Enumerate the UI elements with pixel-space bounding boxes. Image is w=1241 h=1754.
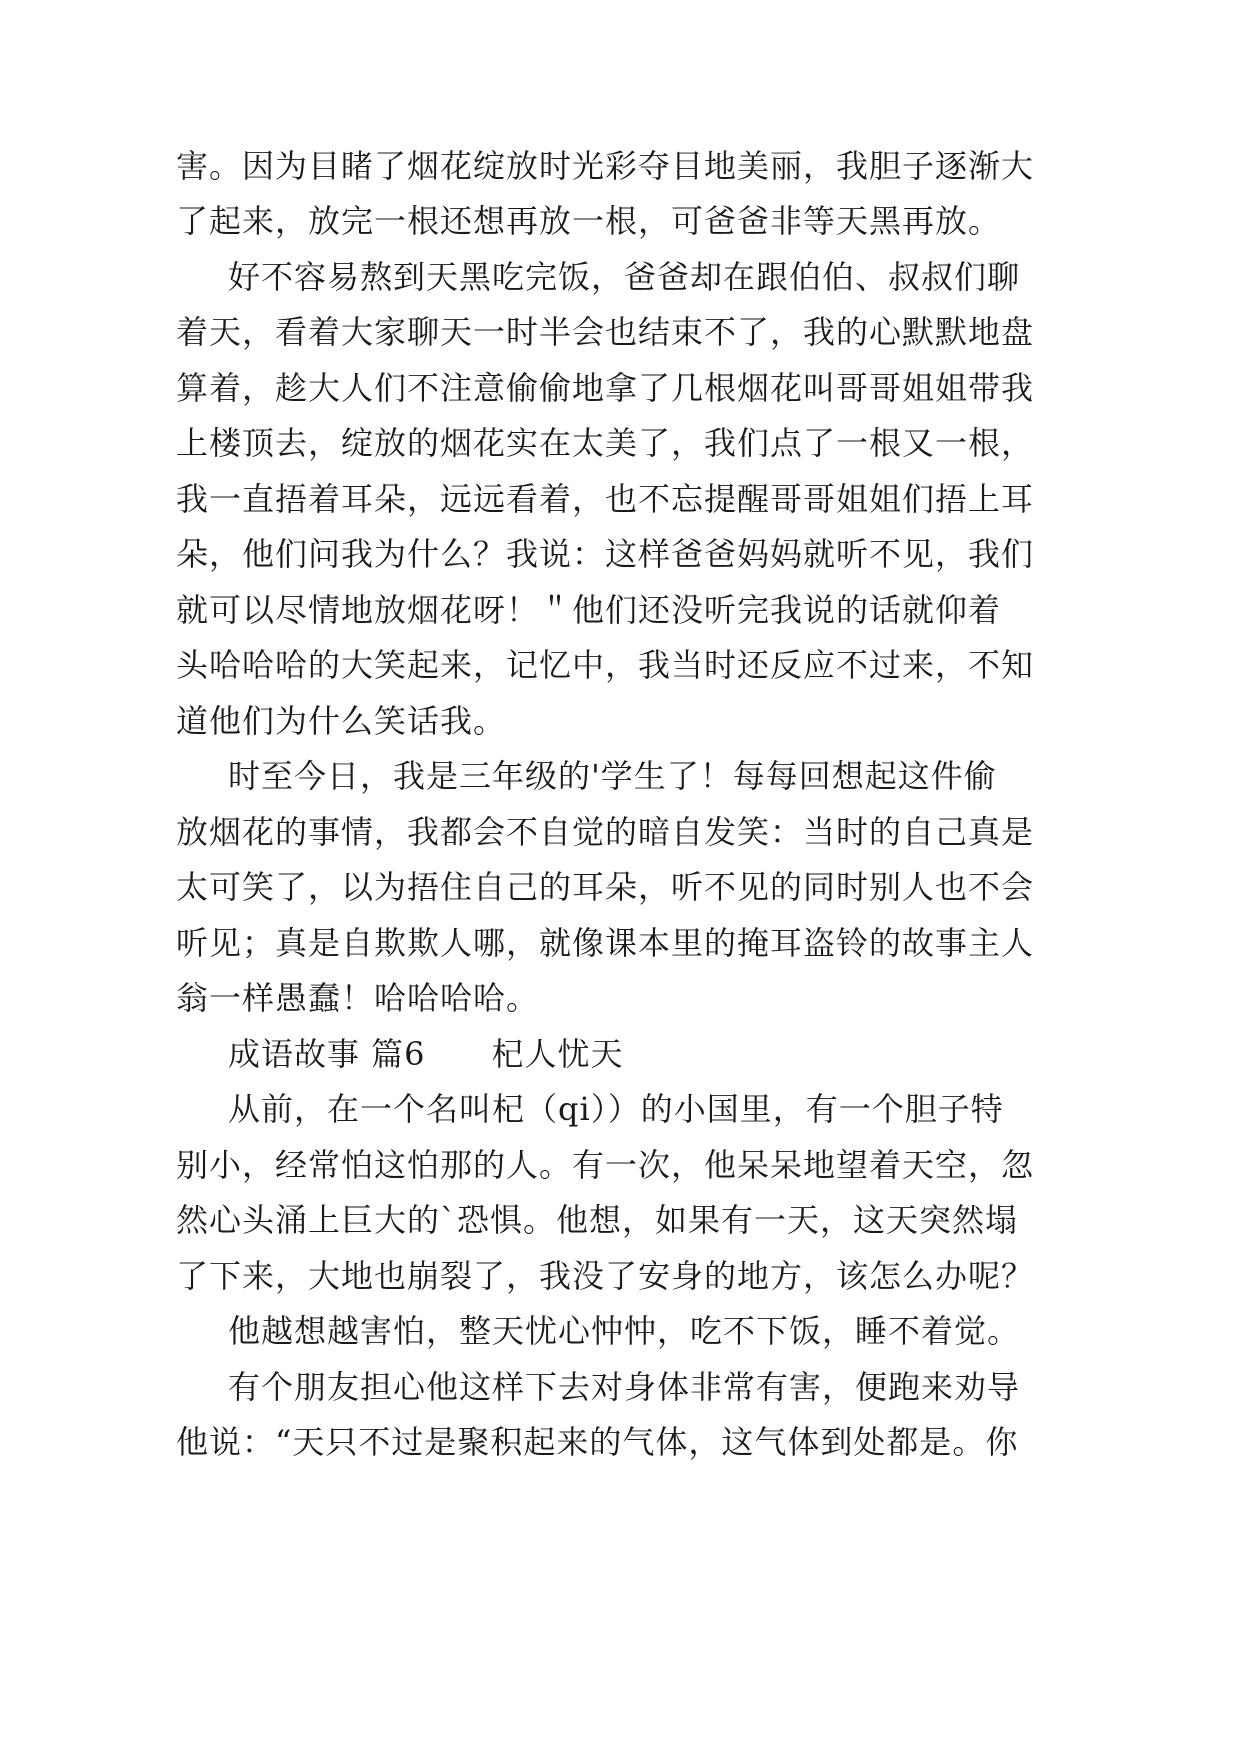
text-line: 听见；真是自欺欺人哪，就像课本里的掩耳盗铃的故事主人 xyxy=(176,924,1035,962)
text-line: 朵，他们问我为什么？我说：这样爸爸妈妈就听不见，我们 xyxy=(176,535,1035,573)
text-line: 太可笑了，以为捂住自己的耳朵，听不见的同时别人也不会 xyxy=(176,868,1035,906)
text-line: 好不容易熬到天黑吃完饭，爸爸却在跟伯伯、叔叔们聊 xyxy=(228,258,1021,296)
section-heading: 成语故事 篇6 杞人忧天 xyxy=(228,1035,624,1073)
text-line: 他越想越害怕，整天忧心忡忡，吃不下饭，睡不着觉。 xyxy=(228,1312,1021,1350)
text-line: 翁一样愚蠢！哈哈哈哈。 xyxy=(176,979,540,1017)
text-line: 道他们为什么笑话我。 xyxy=(176,702,507,740)
text-line: 了下来，大地也崩裂了，我没了安身的地方，该怎么办呢？ xyxy=(176,1257,1035,1295)
text-line: 着天，看着大家聊天一时半会也结束不了，我的心默默地盘 xyxy=(176,313,1035,351)
text-line: 别小，经常怕这怕那的人。有一次，他呆呆地望着天空，忽 xyxy=(176,1146,1035,1184)
text-line: 我一直捂着耳朵，远远看着，也不忘提醒哥哥姐姐们捂上耳 xyxy=(176,480,1035,518)
text-line: 时至今日，我是三年级的'学生了！每每回想起这件偷 xyxy=(228,757,997,795)
text-line: 从前，在一个名叫杞（qi））的小国里，有一个胆子特 xyxy=(228,1090,1004,1128)
text-line: 有个朋友担心他这样下去对身体非常有害，便跑来劝导 xyxy=(228,1368,1021,1406)
text-line: 然心头涌上巨大的`恐惧。他想，如果有一天，这天突然塌 xyxy=(176,1201,1019,1239)
text-line: 了起来，放完一根还想再放一根，可爸爸非等天黑再放。 xyxy=(176,202,1002,240)
text-line: 上楼顶去，绽放的烟花实在太美了，我们点了一根又一根， xyxy=(176,424,1035,462)
text-line: 放烟花的事情，我都会不自觉的暗自发笑：当时的自己真是 xyxy=(176,813,1035,851)
text-line: 算着，趁大人们不注意偷偷地拿了几根烟花叫哥哥姐姐带我 xyxy=(176,369,1035,407)
text-line: 害。因为目睹了烟花绽放时光彩夺目地美丽，我胆子逐渐大 xyxy=(176,147,1035,185)
text-line: 头哈哈哈的大笑起来，记忆中，我当时还反应不过来，不知 xyxy=(176,646,1035,684)
text-line: 他说：“天只不过是聚积起来的气体，这气体到处都是。你 xyxy=(176,1423,1019,1461)
text-line: 就可以尽情地放烟花呀！＂他们还没听完我说的话就仰着 xyxy=(176,591,1002,629)
